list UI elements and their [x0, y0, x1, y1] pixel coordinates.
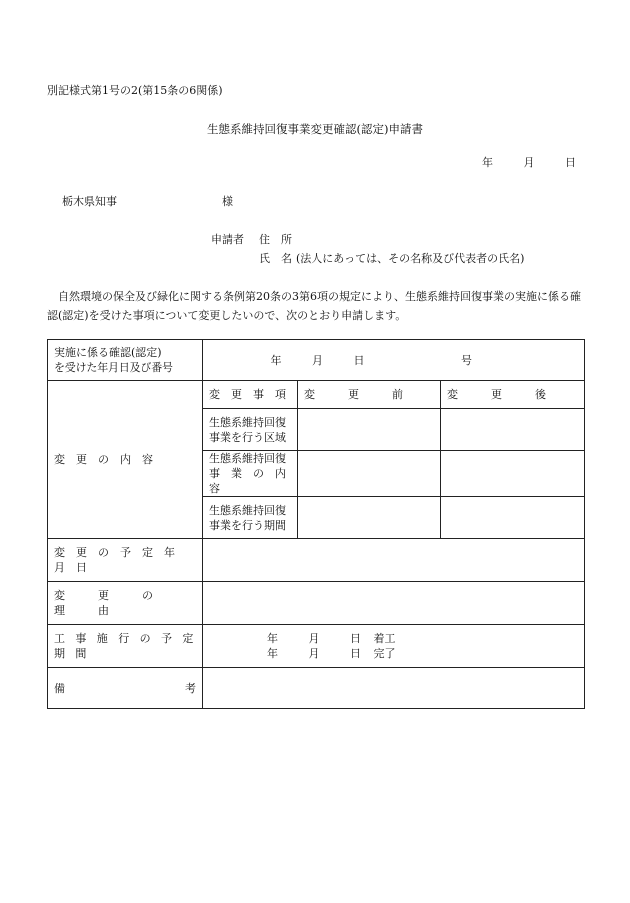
application-statement: 自然環境の保全及び緑化に関する条例第20条の3第6項の規定により、生態系維持回復事業の実施に係る確認(認定)を受けた事項について変更したいので、次のとおり申請します。	[47, 290, 581, 322]
addressee-suffix: 様	[222, 195, 233, 208]
period-after-cell[interactable]	[441, 497, 585, 539]
table-row	[48, 625, 585, 668]
confirmation-label-line1: 実施に係る確認(認定)	[54, 346, 162, 359]
date-year: 年	[482, 156, 493, 169]
name-note: (法人にあっては、その名称及び代表者の氏名)	[296, 252, 525, 265]
table-row	[48, 582, 585, 625]
col-header-before: 変 更 前	[298, 381, 441, 409]
form-number-label: 別記様式第1号の2(第15条の6関係)	[47, 84, 223, 97]
change-item-period	[203, 497, 298, 539]
area-after-cell[interactable]	[441, 409, 585, 451]
confirmation-number: 号	[461, 353, 472, 367]
item-line1: 生態系維持回復	[209, 452, 286, 465]
name-label: 氏 名	[259, 252, 292, 265]
address-label: 住 所	[259, 233, 292, 246]
construction-start-line: 年 月 日 着工	[267, 632, 396, 645]
change-item-content	[203, 451, 298, 497]
construction-label: 工 事 施 行 の 予 定 期 間	[48, 625, 203, 668]
content-before-cell[interactable]	[298, 451, 441, 497]
table-row	[48, 539, 585, 582]
item-line1: 生態系維持回復	[209, 415, 286, 429]
remarks-label-2: 考	[185, 681, 196, 695]
remarks-label-1: 備	[54, 681, 65, 695]
applicant-label: 申請者	[211, 233, 244, 246]
construction-period-cell[interactable]	[203, 625, 585, 668]
date-day: 日	[565, 156, 576, 169]
col-header-after: 変 更 後	[441, 381, 585, 409]
confirmation-label-line2: を受けた年月日及び番号	[54, 361, 173, 374]
area-before-cell[interactable]	[298, 409, 441, 451]
table-row	[48, 340, 585, 381]
confirmation-year: 年	[270, 353, 282, 367]
addressee-name: 栃木県知事	[62, 195, 117, 208]
changes-label-cell	[48, 381, 203, 539]
document-title: 生態系維持回復事業変更確認(認定)申請書	[207, 122, 423, 136]
content-after-cell[interactable]	[441, 451, 585, 497]
period-before-cell[interactable]	[298, 497, 441, 539]
col-header-item: 変 更 事 項	[203, 381, 298, 409]
table-row	[48, 668, 585, 709]
confirmation-label-cell	[48, 340, 203, 381]
table-row	[48, 381, 585, 409]
reason-cell[interactable]	[203, 582, 585, 625]
confirmation-value-cell[interactable]	[203, 340, 585, 381]
item-line2: 事業を行う区域	[209, 430, 286, 444]
change-item-area	[203, 409, 298, 451]
remarks-cell[interactable]	[203, 668, 585, 709]
date-line	[482, 154, 576, 170]
remarks-label-cell	[48, 668, 203, 709]
application-form-table	[47, 339, 585, 709]
confirmation-day: 日	[353, 353, 365, 367]
item-line2: 事業を行う期間	[209, 518, 286, 532]
planned-date-cell[interactable]	[203, 539, 585, 582]
item-line2: 事 業 の 内 容	[209, 467, 297, 495]
reason-label: 変 更 の 理 由	[48, 582, 203, 625]
date-month: 月	[523, 156, 535, 169]
planned-date-label: 変 更 の 予 定 年 月 日	[48, 539, 203, 582]
construction-end-line: 年 月 日 完了	[267, 647, 396, 660]
confirmation-month: 月	[312, 353, 323, 367]
changes-label: 変 更 の 内 容	[54, 453, 153, 466]
item-line1: 生態系維持回復	[209, 503, 286, 517]
